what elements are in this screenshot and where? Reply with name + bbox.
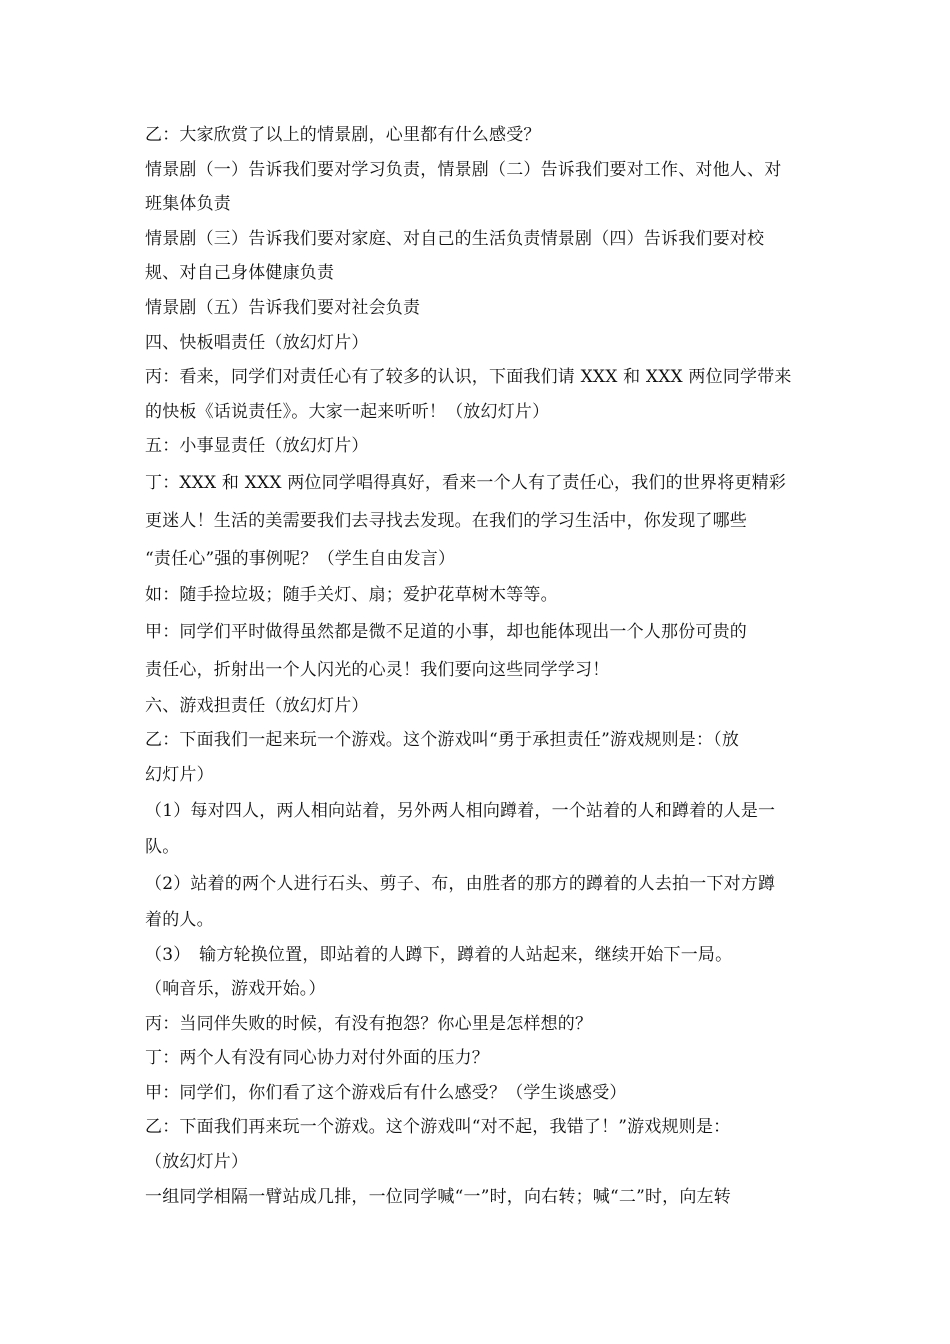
text-line: 责任心，折射出一个人闪光的心灵！我们要向这些同学学习！ — [145, 659, 610, 680]
text-line: 乙：下面我们一起来玩一个游戏。这个游戏叫“勇于承担责任”游戏规则是：（放 — [145, 730, 740, 751]
text-line: 更迷人！生活的美需要我们去寻找去发现。在我们的学习生活中，你发现了哪些 — [145, 510, 747, 531]
section-heading: 六、游戏担责任（放幻灯片） — [145, 695, 369, 716]
text-line: 规、对自己身体健康负责 — [145, 263, 335, 284]
text-line: 丁：XXX 和 XXX 两位同学唱得真好，看来一个人有了责任心，我们的世界将更精彩 — [145, 472, 787, 493]
text-line: 丙：看来，同学们对责任心有了较多的认识，下面我们请 XXX 和 XXX 两位同学带来 — [145, 367, 792, 388]
text-line: 着的人。 — [145, 909, 214, 930]
text-line: “责任心”强的事例呢？（学生自由发言） — [145, 548, 456, 569]
text-line: 情景剧（三）告诉我们要对家庭、对自己的生活负责情景剧（四）告诉我们要对校 — [145, 228, 765, 249]
text-line: 班集体负责 — [145, 194, 231, 215]
text-line: 丁：两个人有没有同心协力对付外面的压力？ — [145, 1048, 489, 1069]
text-line: 队。 — [145, 837, 180, 858]
text-line: 的快板《话说责任》。大家一起来听听！（放幻灯片） — [145, 401, 550, 422]
text-line: 一组同学相隔一臂站成几排，一位同学喊“一”时，向右转；喊“二”时，向左转 — [145, 1186, 731, 1207]
text-line: 乙：大家欣赏了以上的情景剧，心里都有什么感受？ — [145, 125, 541, 145]
text-line: 乙：下面我们再来玩一个游戏。这个游戏叫“对不起，我错了！”游戏规则是： — [145, 1117, 731, 1138]
text-line: 丙：当同伴失败的时候，有没有抱怨？你心里是怎样想的？ — [145, 1013, 593, 1034]
rule-item: （3） 输方轮换位置，即站着的人蹲下，蹲着的人站起来，继续开始下一局。 — [145, 944, 733, 965]
section-heading: 四、快板唱责任（放幻灯片） — [145, 332, 369, 353]
section-heading: 五：小事显责任（放幻灯片） — [145, 436, 369, 457]
text-line: 情景剧（一）告诉我们要对学习负责，情景剧（二）告诉我们要对工作、对他人、对 — [145, 159, 782, 180]
text-line: 如：随手捡垃圾；随手关灯、扇；爱护花草树木等等。 — [145, 584, 558, 605]
text-line: （响音乐，游戏开始。） — [145, 979, 326, 1000]
rule-item: （2）站着的两个人进行石头、剪子、布，由胜者的那方的蹲着的人去拍一下对方蹲 — [145, 873, 776, 894]
text-line: 幻灯片） — [145, 764, 214, 785]
document-body — [145, 118, 810, 1214]
text-line: （放幻灯片） — [145, 1152, 249, 1173]
text-line: 甲：同学们平时做得虽然都是微不足道的小事，却也能体现出一个人那份可贵的 — [145, 621, 747, 642]
text-line: 情景剧（五）告诉我们要对社会负责 — [145, 297, 421, 318]
text-line: 甲：同学们，你们看了这个游戏后有什么感受？（学生谈感受） — [145, 1082, 627, 1103]
rule-item: （1）每对四人，两人相向站着，另外两人相向蹲着，一个站着的人和蹲着的人是一 — [145, 801, 776, 822]
